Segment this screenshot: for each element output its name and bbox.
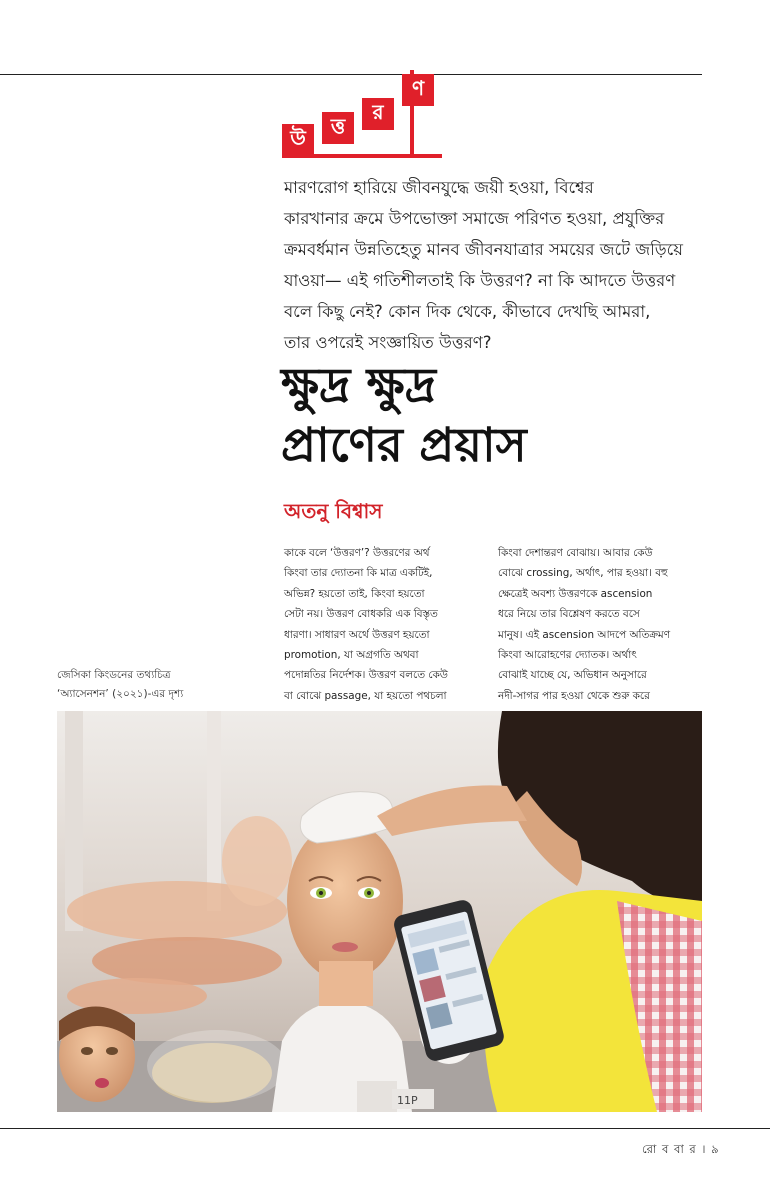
article-line: promotion, যা অগ্রগতি অথবা xyxy=(284,649,419,662)
intro-line: মারণরোগ হারিয়ে জীবনযুদ্ধে জয়ী হওয়া, বিশ্বের xyxy=(284,178,594,197)
masthead-letter-2: ত্ত xyxy=(322,112,354,144)
bottom-rule xyxy=(0,1128,770,1129)
article-column-left xyxy=(284,543,488,706)
headline-line-2: প্রাণের প্রয়াস xyxy=(281,418,527,473)
intro-line: যাওয়া— এই গতিশীলতাই কি উত্তরণ? না কি আদতে উত্তরণ xyxy=(284,271,676,290)
article-line: ধরে নিয়ে তার বিশ্লেষণ করতে বসে xyxy=(498,608,640,621)
masthead-letter-3: র xyxy=(362,98,394,130)
article-line: কিংবা আরোহণের দ্যোতক। অর্থাৎ xyxy=(498,649,637,662)
article-line: মানুষ। এই ascension আদপে অতিক্রমণ xyxy=(498,628,670,641)
documentary-still-photo xyxy=(57,711,702,1112)
article-line: বোঝাই যাচ্ছে যে, অভিধান অনুসারে xyxy=(498,669,647,682)
article-line: ধারণা। সাধারণ অর্থে উত্তরণ হয়তো xyxy=(284,628,430,641)
stand-label: 11P xyxy=(397,1094,418,1107)
intro-deck xyxy=(284,172,704,358)
article-line: পদোন্নতির নির্দেশক। উত্তরণ বলতে কেউ xyxy=(284,669,448,682)
article-line: কিংবা তার দ্যোতনা কি মাত্র একটিই, xyxy=(284,567,433,580)
intro-line: বলে কিছু নেই? কোন দিক থেকে, কীভাবে দেখছি আমরা, xyxy=(284,302,651,321)
headline xyxy=(281,356,711,476)
masthead-letter-1: উ xyxy=(282,124,314,156)
caption-line-1: জেসিকা কিংডনের তথ্যচিত্র xyxy=(57,669,171,681)
byline: অতনু বিশ্বাস xyxy=(284,499,383,523)
intro-line: তার ওপরেই সংজ্ঞায়িত উত্তরণ? xyxy=(284,333,492,352)
photo-caption xyxy=(57,666,272,704)
intro-line: ক্রমবর্ধমান উন্নতিহেতু মানব জীবনযাত্রার সময়ের জটে জড়িয়ে xyxy=(284,240,683,259)
article-line: কাকে বলে ‘উত্তরণ’? উত্তরণের অর্থ xyxy=(284,547,430,559)
article-line: সেটা নয়। উত্তরণ বোধকরি এক বিস্তৃত xyxy=(284,608,438,621)
headline-line-1: ক্ষুদ্র ক্ষুদ্র xyxy=(281,358,436,413)
article-line: অভিন্ন? হয়তো তাই, কিংবা হয়তো xyxy=(284,587,425,600)
article-line: বোঝে crossing, অর্থাৎ, পার হওয়া। বহু xyxy=(498,567,668,580)
article-line: বা বোঝে passage, যা হয়তো পথচলা xyxy=(284,689,447,702)
page-folio: রো ব বা র । ৯ xyxy=(642,1142,720,1156)
article-line: কিংবা দেশান্তরণ বোঝায়। আবার কেউ xyxy=(498,547,653,559)
article-column-right xyxy=(498,543,702,706)
article-line: ক্ষেত্রেই অবশ্য উত্তরণকে ascension xyxy=(498,587,653,600)
top-rule xyxy=(0,74,702,75)
article-line: নদী-সাগর পার হওয়া থেকে শুরু করে xyxy=(498,689,650,702)
masthead-letter-4: ণ xyxy=(402,74,434,106)
caption-line-2: ‘অ্যাসেনশন’ (২০২১)-এর দৃশ্য xyxy=(57,688,184,700)
intro-line: কারখানার ক্রমে উপভোক্তা সমাজে পরিণত হওয়া, প্রযুক্তির xyxy=(284,209,665,228)
